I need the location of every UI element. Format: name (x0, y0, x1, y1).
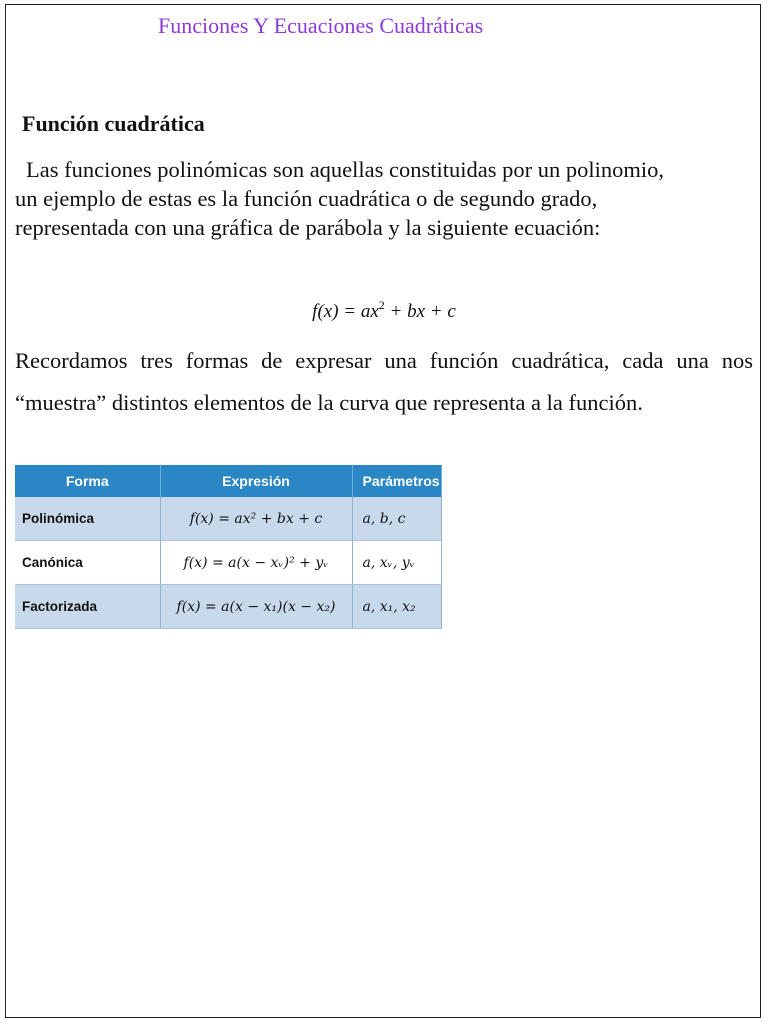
header-expresion: Expresión (160, 465, 352, 497)
body-paragraph: Recordamos tres formas de expresar una función cuadrática, cada una nos “muestra” distintos elementos de la curva que representa a la función. (15, 348, 753, 415)
formula-rhs: + bx + c (384, 301, 456, 322)
table-row (15, 541, 441, 585)
quadratic-forms-table (15, 465, 442, 629)
header-parametros: Parámetros (352, 465, 441, 497)
row-forma: Canónica (15, 541, 160, 585)
intro-line: representada con una gráfica de parábola y la siguiente ecuación: (15, 215, 601, 240)
intro-paragraph (15, 155, 757, 242)
row-parametros: a, x₁, x₂ (352, 585, 441, 629)
document-page (5, 4, 761, 1018)
row-forma: Polinómica (15, 497, 160, 541)
row-parametros: a, xᵥ, yᵥ (352, 541, 441, 585)
intro-line: un ejemplo de estas es la función cuadrática o de segundo grado, (15, 186, 598, 211)
header-forma: Forma (15, 465, 160, 497)
document-title: Funciones Y Ecuaciones Cuadráticas (158, 13, 484, 38)
table-row (15, 497, 441, 541)
row-expresion: f(x) = a(x − x₁)(x − x₂) (160, 585, 352, 629)
row-expresion: f(x) = a(x − xᵥ)² + yᵥ (160, 541, 352, 585)
table-header-row (15, 465, 441, 497)
row-parametros: a, b, c (352, 497, 441, 541)
intro-line: Las funciones polinómicas son aquellas constituidas por un polinomio, (26, 157, 665, 182)
section-heading: Función cuadrática (22, 111, 205, 136)
row-expresion: f(x) = ax² + bx + c (160, 497, 352, 541)
row-forma: Factorizada (15, 585, 160, 629)
formula-exponent: 2 (378, 298, 385, 312)
table-row (15, 585, 441, 629)
quadratic-formula (6, 298, 762, 323)
formula-lhs: f(x) = ax (312, 301, 379, 322)
